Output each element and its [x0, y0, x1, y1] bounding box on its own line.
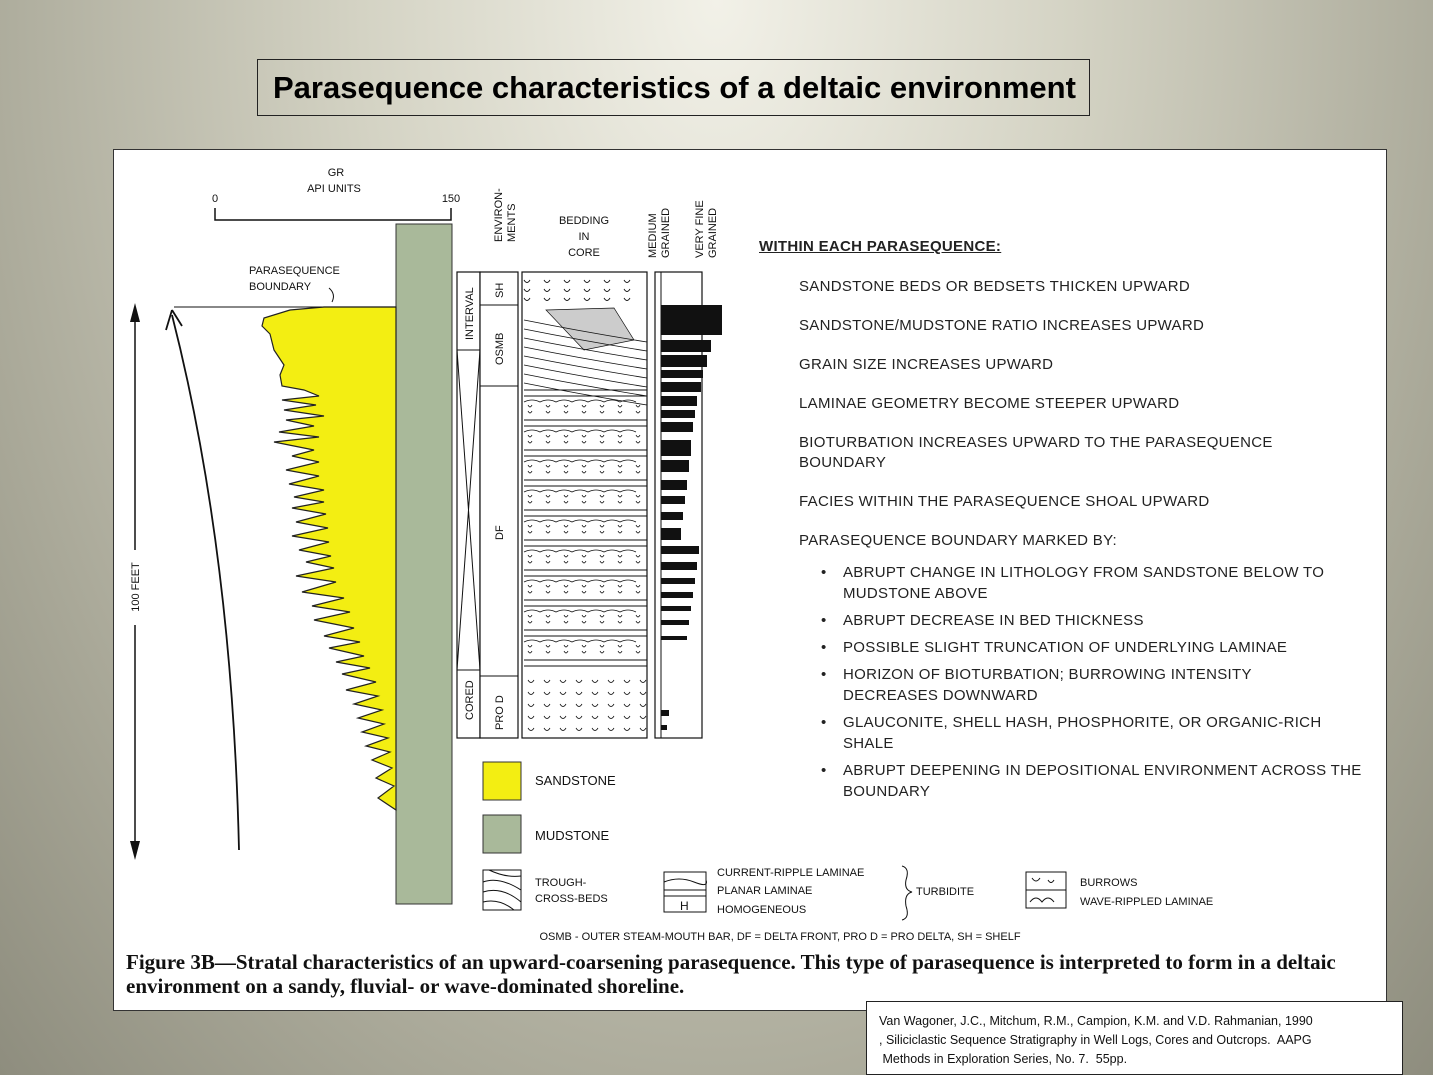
env-osmb: OSMB — [494, 332, 506, 365]
col-header-medium-1: MEDIUM — [647, 213, 659, 258]
boundary-criterion: • GLAUCONITE, SHELL HASH, PHOSPHORITE, OR ORGANIC-RICH SHALE — [821, 714, 1322, 752]
col-header-environments-1: ENVIRON- — [493, 188, 505, 242]
slide-title: Parasequence characteristics of a deltaic environment — [257, 59, 1090, 116]
col-header-veryfine-2: GRAINED — [707, 207, 719, 258]
legend-wave-rippled: WAVE-RIPPLED LAMINAE — [1080, 896, 1214, 908]
col-header-bedding-1: BEDDING — [558, 215, 610, 227]
thickness-arrow-down — [130, 841, 140, 860]
col-header-bedding-3: CORE — [568, 247, 600, 259]
gr-scale-max: 150 — [441, 193, 461, 205]
legend-sandstone-label: SANDSTONE — [535, 773, 616, 788]
characteristic-item: SANDSTONE/MUDSTONE RATIO INCREASES UPWARD — [799, 317, 1205, 334]
characteristics-list — [759, 238, 1379, 808]
boundary-label-1: PARASEQUENCE — [249, 265, 340, 277]
boundary-criterion: • POSSIBLE SLIGHT TRUNCATION OF UNDERLYING LAMINAE — [821, 639, 1288, 656]
turbidite-brace — [902, 866, 912, 920]
boundary-criterion: • HORIZON OF BIOTURBATION; BURROWING INTENSITY DECREASES DOWNWARD — [821, 666, 1252, 704]
svg-text:H: H — [680, 899, 689, 913]
trough-cross-beds-icon — [483, 870, 521, 910]
boundary-criterion: • ABRUPT DECREASE IN BED THICKNESS — [821, 612, 1144, 629]
col-header-veryfine-1: VERY FINE — [694, 200, 706, 258]
coarsening-arrow — [172, 315, 239, 850]
legend-sandstone-swatch — [483, 762, 521, 800]
characteristic-item: GRAIN SIZE INCREASES UPWARD — [799, 356, 1054, 373]
burrows-icon — [1026, 872, 1066, 908]
turbidite-icon — [664, 872, 707, 913]
env-df: DF — [494, 525, 506, 540]
characteristic-item: FACIES WITHIN THE PARASEQUENCE SHOAL UPWARD — [799, 493, 1210, 510]
legend-homogeneous: HOMOGENEOUS — [717, 904, 807, 916]
legend-mudstone-label: MUDSTONE — [535, 828, 610, 843]
env-prod: PRO D — [494, 695, 506, 730]
gr-units: API UNITS — [307, 183, 361, 195]
gr-header: GR — [327, 167, 345, 179]
characteristic-item: PARASEQUENCE BOUNDARY MARKED BY: — [799, 532, 1118, 549]
legend-burrows: BURROWS — [1080, 877, 1138, 889]
cored-label: CORED — [464, 680, 476, 720]
sandstone-log-curve — [262, 307, 396, 810]
reference-line-1: Van Wagoner, J.C., Mitchum, R.M., Campion, K.M. and V.D. Rahmanian, 1990 — [879, 1014, 1313, 1028]
boundary-criterion: • ABRUPT DEEPENING IN DEPOSITIONAL ENVIRONMENT ACROSS THE BOUNDARY — [821, 762, 1362, 800]
thickness-arrow-up — [130, 303, 140, 322]
characteristics-heading: WITHIN EACH PARASEQUENCE: — [759, 238, 1002, 255]
legend-turbidite: TURBIDITE — [916, 886, 975, 898]
boundary-leader — [329, 288, 333, 302]
thickness-label: 100 FEET — [130, 562, 142, 612]
col-header-medium-2: GRAINED — [660, 207, 672, 258]
legend-planar: PLANAR LAMINAE — [717, 885, 813, 897]
gr-scale-bar — [215, 208, 451, 220]
reference-line-2: , Siliciclastic Sequence Stratigraphy in Well Logs, Cores and Outcrops. AAPG — [879, 1033, 1312, 1047]
boundary-criteria-list — [821, 562, 1379, 802]
characteristic-item: LAMINAE GEOMETRY BECOME STEEPER UPWARD — [799, 395, 1180, 412]
boundary-label-2: BOUNDARY — [249, 281, 312, 293]
env-sh: SH — [494, 282, 506, 298]
figure-panel — [113, 149, 1387, 1011]
legend-trough-2: CROSS-BEDS — [535, 893, 608, 905]
characteristic-item: BIOTURBATION INCREASES UPWARD TO THE PARASEQUENCE BOUNDARY — [799, 434, 1273, 471]
boundary-criterion: • ABRUPT CHANGE IN LITHOLOGY FROM SANDSTONE BELOW TO MUDSTONE ABOVE — [821, 564, 1325, 602]
interval-label: INTERVAL — [464, 287, 476, 340]
col-header-environments-2: MENTS — [506, 203, 518, 242]
characteristic-item: SANDSTONE BEDS OR BEDSETS THICKEN UPWARD — [799, 278, 1190, 295]
legend-mudstone-swatch — [483, 815, 521, 853]
figure-caption: Figure 3B—Stratal characteristics of an upward-coarsening parasequence. This type of parasequence is interpreted to form in a deltaic environment on a sandy, fluvial- or wave-dominated shoreline. — [126, 950, 1336, 998]
legend-current-ripple: CURRENT-RIPPLE LAMINAE — [717, 867, 865, 879]
legend-trough-1: TROUGH- — [535, 877, 587, 889]
gr-scale-min: 0 — [211, 193, 219, 205]
mudstone-log-column — [396, 224, 452, 904]
reference-box — [866, 1001, 1403, 1075]
reference-line-3: Methods in Exploration Series, No. 7. 55pp. — [879, 1052, 1128, 1066]
legend-abbreviations: OSMB - OUTER STEAM-MOUTH BAR, DF = DELTA FRONT, PRO D = PRO DELTA, SH = SHELF — [539, 931, 1021, 943]
col-header-bedding-2: IN — [578, 231, 590, 243]
